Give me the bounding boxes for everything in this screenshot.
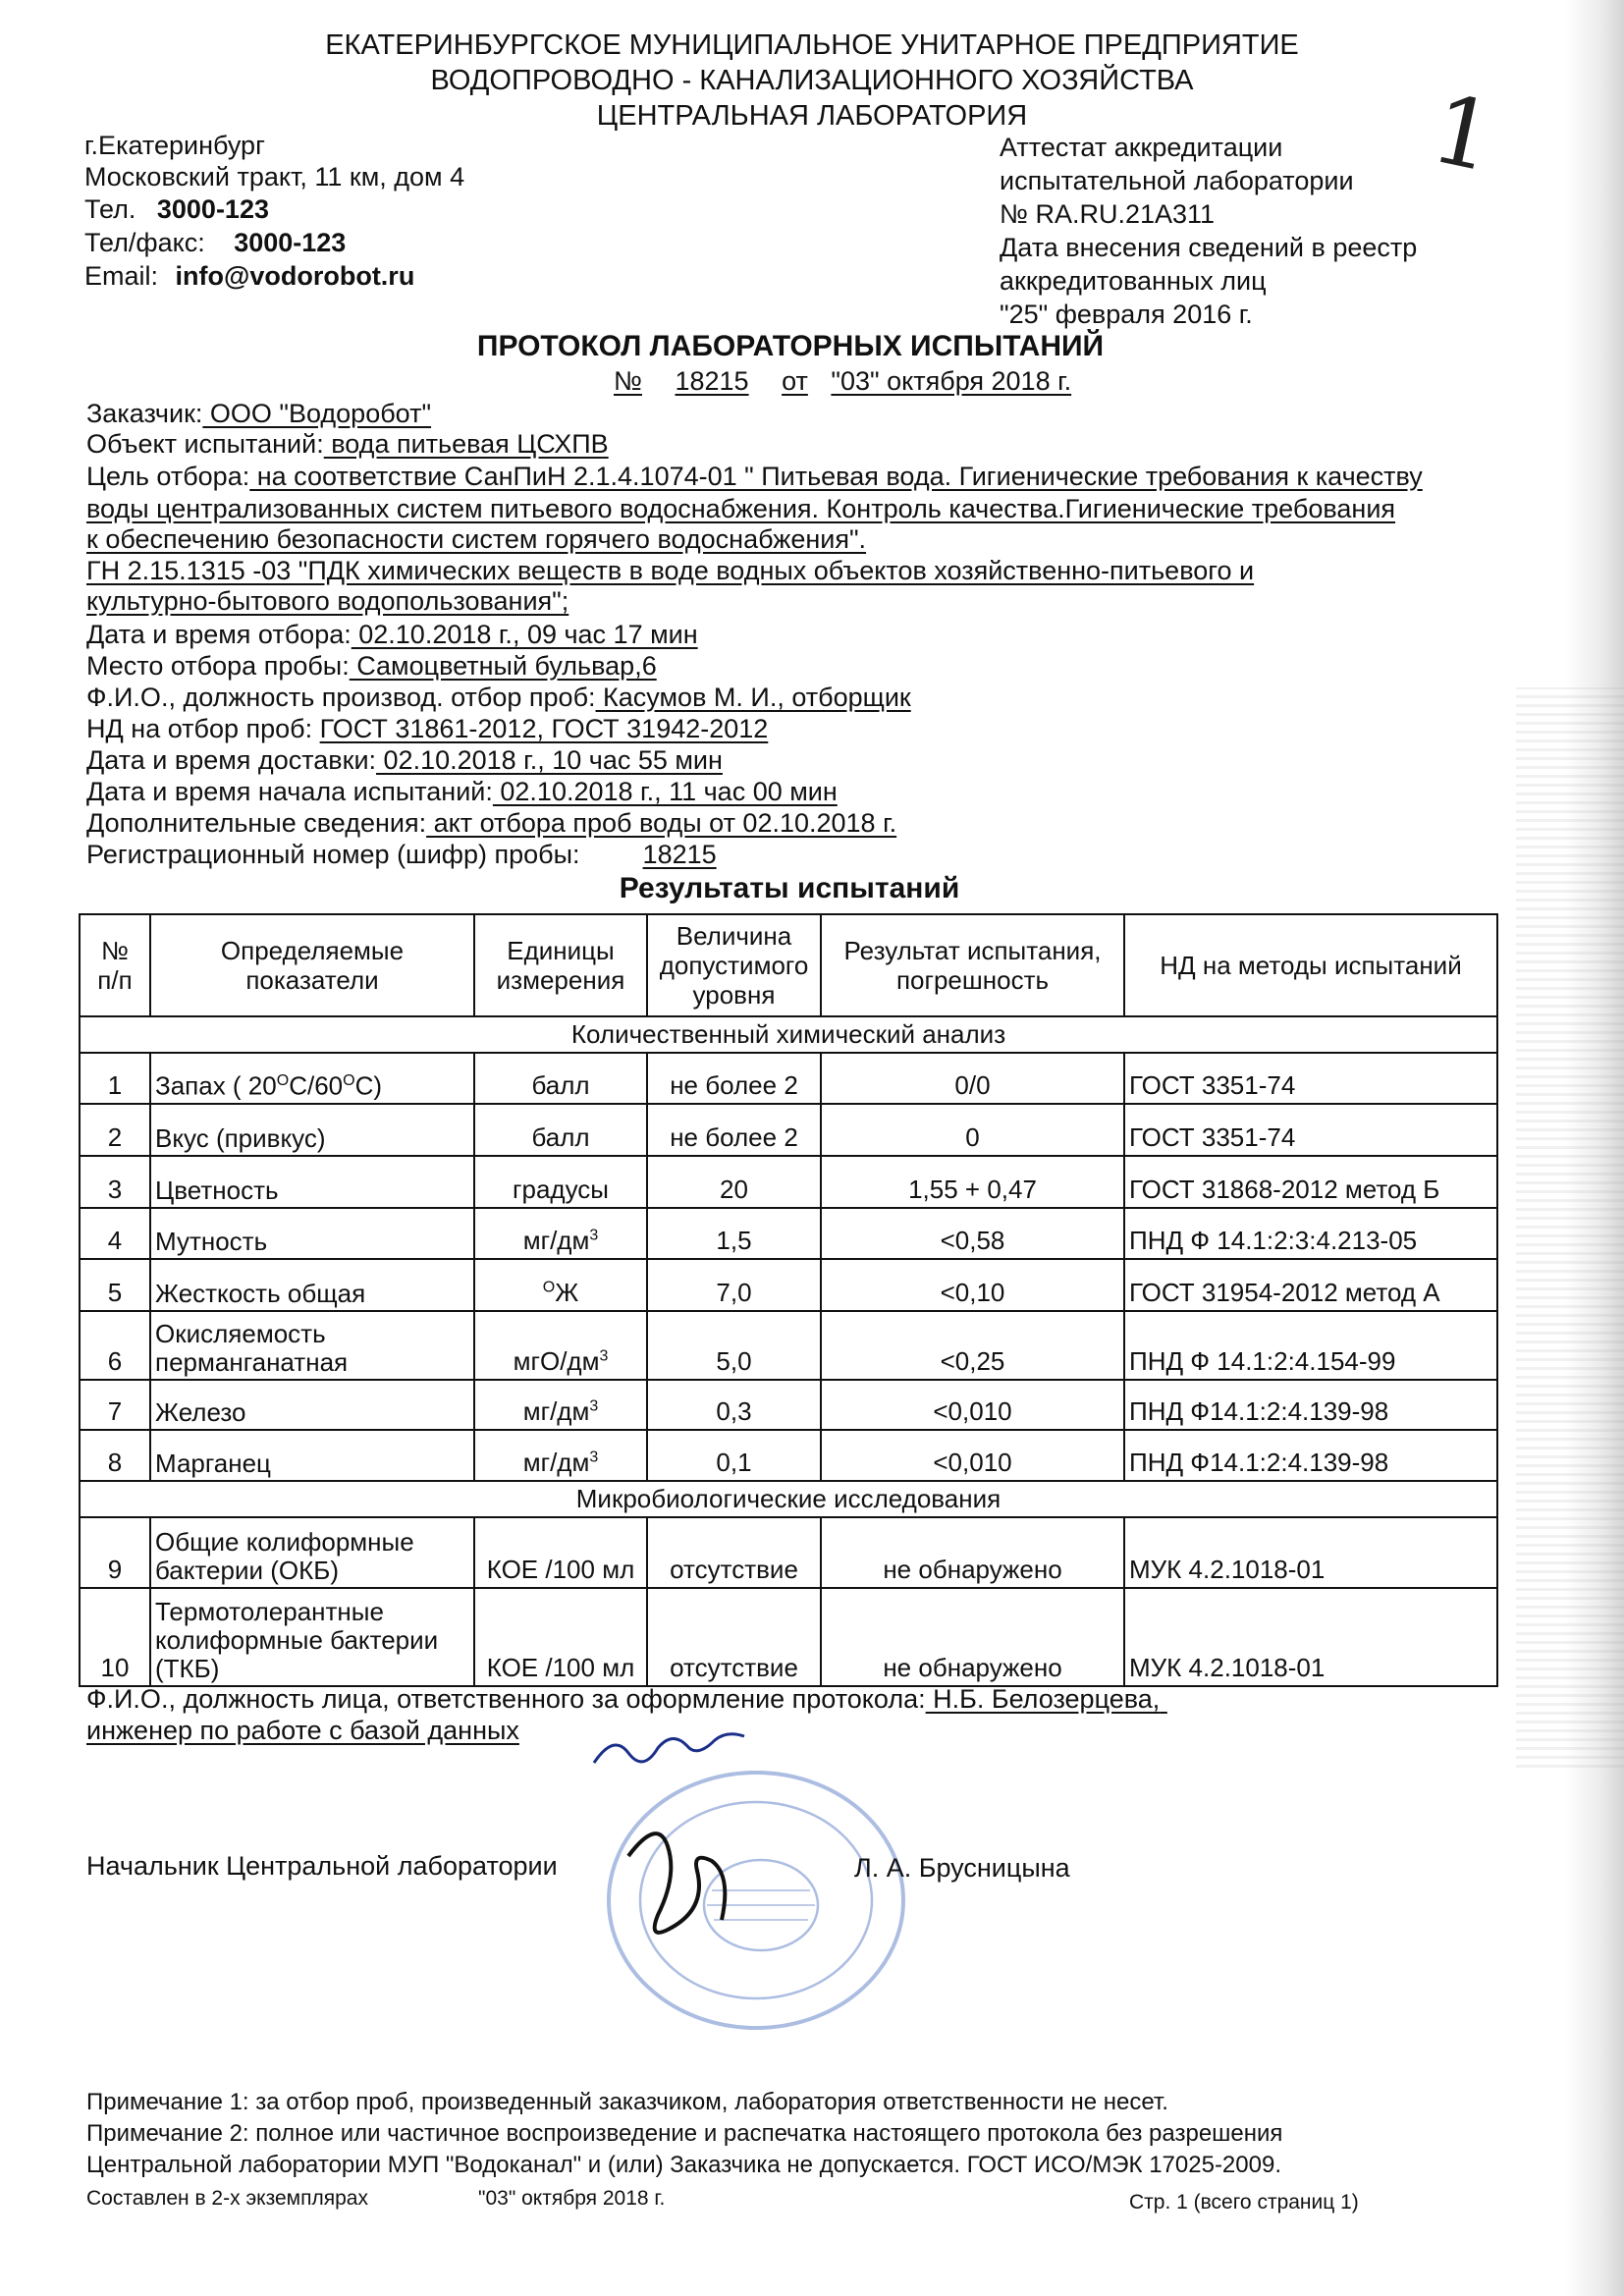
method-value: ГОСТ 31868-2012 метод Б — [1129, 1175, 1440, 1204]
cell-indicator — [150, 1259, 474, 1311]
micro-rows — [80, 1517, 1497, 1686]
unit-value: мг/дм — [522, 1396, 590, 1426]
degree-sup: О — [542, 1279, 556, 1296]
cell-limit — [647, 1517, 821, 1588]
method-value: ГОСТ 3351-74 — [1129, 1122, 1296, 1152]
method-value: ГОСТ 31954-2012 метод А — [1129, 1278, 1440, 1307]
protocol-number: 18215 — [675, 366, 749, 396]
unit-value: КОЕ /100 мл — [486, 1653, 635, 1682]
row-number: 5 — [107, 1278, 123, 1307]
indicator-name: Мутность — [155, 1227, 268, 1256]
cell-indicator — [150, 1156, 474, 1208]
row-number: 9 — [107, 1555, 123, 1584]
section-microbiology: Микробиологические исследования — [80, 1481, 1497, 1517]
cell-indicator — [150, 1517, 474, 1588]
field-value: 02.10.2018 г., 09 час 17 мин — [351, 620, 698, 649]
method-value: ПНД Ф 14.1:2:4.154-99 — [1129, 1346, 1396, 1376]
degree-sup: О — [276, 1072, 290, 1090]
unit-value: Ж — [555, 1278, 579, 1307]
unit-value: балл — [531, 1122, 590, 1152]
footer-copies: Составлен в 2-х экземплярах — [86, 2187, 368, 2210]
phone-label: Тел. — [84, 194, 136, 224]
field-label: Место отбора пробы: — [86, 651, 350, 681]
email-label: Email: — [84, 261, 159, 291]
round-stamp — [609, 1773, 903, 2028]
results-table — [79, 913, 1498, 1687]
purpose-continuation: воды централизованных систем питьевого водоснабжения. Контроль качества.Гигиенические требования — [86, 494, 1396, 523]
table-row — [80, 1311, 1497, 1380]
footer-page: Стр. 1 (всего страниц 1) — [1129, 2191, 1359, 2214]
cell-number — [80, 1053, 150, 1104]
responsible-signature — [594, 1734, 744, 1763]
table-row — [80, 1517, 1497, 1588]
cell-limit — [647, 1208, 821, 1259]
field-label: Объект испытаний: — [86, 429, 324, 459]
header-method: НД на методы испытаний — [1124, 914, 1497, 1016]
cell-limit — [647, 1311, 821, 1380]
note-line: Примечание 2: полное или частичное воспроизведение и распечатка настоящего протокола без разрешения — [86, 2120, 1283, 2147]
row-number: 7 — [107, 1396, 123, 1426]
cell-result — [821, 1517, 1124, 1588]
limit-value: отсутствие — [670, 1555, 798, 1584]
indicator-name: Жесткость общая — [155, 1279, 366, 1308]
table-row — [80, 1104, 1497, 1156]
indicator-name: Цветность — [155, 1175, 279, 1205]
phone-value: 3000-123 — [156, 194, 269, 224]
footer-date: "03" октября 2018 г. — [478, 2187, 666, 2210]
field-test-start — [86, 777, 838, 807]
field-sampling-standard — [86, 714, 768, 744]
result-value: <0,010 — [933, 1396, 1012, 1426]
org-line: ЦЕНТРАЛЬНАЯ ЛАБОРАТОРИЯ — [596, 100, 1028, 132]
result-value: не обнаружено — [883, 1653, 1062, 1682]
cell-method — [1124, 1156, 1497, 1208]
cell-method — [1124, 1380, 1497, 1430]
unit-exponent: 3 — [599, 1347, 609, 1365]
cell-result — [821, 1588, 1124, 1686]
cell-limit — [647, 1053, 821, 1104]
row-number: 8 — [107, 1448, 123, 1477]
organization-header — [0, 27, 1624, 134]
notes — [86, 2087, 1282, 2181]
degree-sup: О — [343, 1072, 355, 1090]
cell-limit — [647, 1156, 821, 1208]
accreditation-line: испытательной лаборатории — [1000, 166, 1354, 195]
row-number: 10 — [100, 1653, 130, 1682]
header-units: Единицы измерения — [474, 914, 647, 1016]
unit-value: мгО/дм — [513, 1346, 600, 1376]
table-row — [80, 1430, 1497, 1481]
purpose-continuation: к обеспечению безопасности систем горячего водоснабжения". — [86, 524, 867, 554]
cell-limit — [647, 1259, 821, 1311]
cell-method — [1124, 1053, 1497, 1104]
cell-result — [821, 1259, 1124, 1311]
table-row — [80, 1588, 1497, 1686]
field-value: 02.10.2018 г., 10 час 55 мин — [376, 745, 723, 775]
header-result: Результат испытания, погрешность — [821, 914, 1124, 1016]
limit-value: отсутствие — [670, 1653, 798, 1682]
unit-value: мг/дм — [522, 1448, 590, 1477]
accreditation-line: "25" февраля 2016 г. — [1000, 300, 1253, 329]
cell-indicator — [150, 1380, 474, 1430]
unit-value: балл — [531, 1070, 590, 1100]
cell-units — [474, 1588, 647, 1686]
cell-units — [474, 1311, 647, 1380]
table-row — [80, 1259, 1497, 1311]
result-value: <0,010 — [933, 1448, 1012, 1477]
limit-value: 5,0 — [716, 1346, 752, 1376]
cell-result — [821, 1053, 1124, 1104]
protocol-date: "03" октября 2018 г. — [831, 366, 1072, 396]
field-label: Дата и время доставки: — [86, 745, 377, 775]
method-value: ПНД Ф14.1:2:4.139-98 — [1129, 1448, 1389, 1477]
scan-noise — [1516, 687, 1624, 1768]
result-value: 1,55 + 0,47 — [908, 1175, 1037, 1204]
cell-method — [1124, 1588, 1497, 1686]
accreditation-line: аккредитованных лиц — [1000, 266, 1267, 296]
table-header-row — [80, 914, 1497, 1016]
responsible-label: Ф.И.О., должность лица, ответственного за оформление протокола: — [86, 1684, 926, 1714]
protocol-number-line — [614, 366, 1071, 397]
indicator-name: Марганец — [155, 1449, 271, 1478]
cell-method — [1124, 1208, 1497, 1259]
date-label: от — [782, 366, 808, 396]
field-label: Регистрационный номер (шифр) пробы: — [86, 840, 580, 869]
field-label: Заказчик: — [86, 399, 203, 428]
cell-method — [1124, 1430, 1497, 1481]
cell-indicator — [150, 1053, 474, 1104]
cell-number — [80, 1311, 150, 1380]
result-value: <0,58 — [940, 1226, 1005, 1255]
note-line: Центральной лаборатории МУП "Водоканал" и (или) Заказчика не допускается. ГОСТ ИСО/МЭК 17025-2009. — [86, 2152, 1281, 2178]
cell-limit — [647, 1380, 821, 1430]
accreditation-line: № RA.RU.21A311 — [1000, 199, 1216, 229]
number-label: № — [614, 366, 642, 396]
field-value: 02.10.2018 г., 11 час 00 мин — [492, 777, 838, 806]
head-label: Начальник Центральной лаборатории — [86, 1851, 558, 1881]
limit-value: 1,5 — [716, 1226, 752, 1255]
field-value: акт отбора проб воды от 02.10.2018 г. — [426, 808, 897, 838]
cell-result — [821, 1156, 1124, 1208]
address: Московский тракт, 11 км, дом 4 — [84, 162, 465, 191]
cell-number — [80, 1104, 150, 1156]
unit-value: мг/дм — [522, 1226, 590, 1255]
cell-number — [80, 1156, 150, 1208]
email-line — [84, 261, 414, 292]
limit-value: 20 — [720, 1175, 748, 1204]
field-value: Самоцветный бульвар,6 — [349, 651, 657, 681]
cell-result — [821, 1208, 1124, 1259]
cell-result — [821, 1311, 1124, 1380]
result-value: 0 — [965, 1122, 980, 1152]
cell-method — [1124, 1311, 1497, 1380]
method-value: МУК 4.2.1018-01 — [1129, 1653, 1326, 1682]
header-limit: Величина допустимого уровня — [647, 914, 821, 1016]
table-row — [80, 1053, 1497, 1104]
handwritten-page-mark: 1 — [1423, 73, 1505, 194]
cell-units — [474, 1380, 647, 1430]
limit-value: не более 2 — [670, 1070, 798, 1100]
row-number: 2 — [107, 1122, 123, 1152]
cell-limit — [647, 1588, 821, 1686]
cell-indicator — [150, 1588, 474, 1686]
purpose-continuation: культурно-бытового водопользования"; — [86, 586, 569, 616]
limit-value: 0,1 — [716, 1448, 752, 1477]
cell-result — [821, 1430, 1124, 1481]
cell-units — [474, 1517, 647, 1588]
table-row — [80, 1208, 1497, 1259]
fax-value: 3000-123 — [234, 228, 347, 257]
field-label: Цель отбора: — [86, 462, 250, 491]
row-number: 3 — [107, 1175, 123, 1204]
method-value: МУК 4.2.1018-01 — [1129, 1555, 1326, 1584]
org-line: ЕКАТЕРИНБУРГСКОЕ МУНИЦИПАЛЬНОЕ УНИТАРНОЕ ПРЕДПРИЯТИЕ — [325, 29, 1299, 61]
header-indicator: Определяемые показатели — [150, 914, 474, 1016]
cell-units — [474, 1208, 647, 1259]
unit-value: градусы — [513, 1175, 609, 1204]
indicator-name: Запах ( 20 — [155, 1071, 277, 1101]
field-value: на соответствие СанПиН 2.1.4.1074-01 " Питьевая вода. Гигиенические требования к качеству — [249, 462, 1423, 491]
cell-number — [80, 1259, 150, 1311]
cell-indicator — [150, 1104, 474, 1156]
cell-result — [821, 1380, 1124, 1430]
section-row — [80, 1481, 1497, 1517]
cell-number — [80, 1430, 150, 1481]
section-chemical: Количественный химический анализ — [80, 1016, 1497, 1053]
indicator-name: Общие колиформные бактерии (ОКБ) — [155, 1527, 414, 1585]
accreditation-block — [1000, 131, 1417, 331]
result-value: 0/0 — [954, 1070, 991, 1100]
indicator-name: Термотолерантные колиформные бактерии (ТКБ) — [155, 1597, 439, 1683]
cell-result — [821, 1104, 1124, 1156]
cell-units — [474, 1053, 647, 1104]
field-delivery-date — [86, 745, 723, 776]
limit-value: 0,3 — [716, 1396, 752, 1426]
accreditation-line: Аттестат аккредитации — [1000, 133, 1283, 162]
purpose-continuation: ГН 2.15.1315 -03 "ПДК химических веществ в воде водных объектов хозяйственно-питьевого и — [86, 556, 1255, 585]
cell-indicator — [150, 1311, 474, 1380]
result-value: не обнаружено — [883, 1555, 1062, 1584]
unit-exponent: 3 — [589, 1449, 599, 1466]
result-value: <0,10 — [940, 1278, 1005, 1307]
field-sampler — [86, 683, 911, 713]
field-reg-number — [86, 840, 717, 870]
header-num: № п/п — [80, 914, 150, 1016]
cell-method — [1124, 1104, 1497, 1156]
unit-exponent: 3 — [589, 1397, 599, 1415]
field-value: ГОСТ 31861-2012, ГОСТ 31942-2012 — [319, 714, 769, 743]
indicator-name-part: С/60 — [289, 1071, 344, 1101]
cell-number — [80, 1208, 150, 1259]
cell-method — [1124, 1259, 1497, 1311]
row-number: 6 — [107, 1346, 123, 1376]
limit-value: 7,0 — [716, 1278, 752, 1307]
field-label: Дополнительные сведения: — [86, 808, 427, 838]
unit-value: КОЕ /100 мл — [486, 1555, 635, 1584]
cell-units — [474, 1430, 647, 1481]
field-label: Дата и время отбора: — [86, 620, 352, 649]
result-value: <0,25 — [940, 1346, 1005, 1376]
field-label: Дата и время начала испытаний: — [86, 777, 493, 806]
field-sampling-place — [86, 651, 657, 682]
indicator-name-part: С) — [354, 1071, 382, 1101]
field-value: Касумов М. И., отборщик — [595, 683, 911, 712]
row-number: 1 — [107, 1070, 123, 1100]
limit-value: не более 2 — [670, 1122, 798, 1152]
table-row — [80, 1380, 1497, 1430]
cell-limit — [647, 1430, 821, 1481]
responsible-position: инженер по работе с базой данных — [86, 1716, 519, 1745]
section-row — [80, 1016, 1497, 1053]
org-line: ВОДОПРОВОДНО - КАНАЛИЗАЦИОННОГО ХОЗЯЙСТВА — [430, 65, 1194, 96]
cell-number — [80, 1588, 150, 1686]
field-label: НД на отбор проб: — [86, 714, 320, 743]
method-value: ПНД Ф 14.1:2:3:4.213-05 — [1129, 1226, 1418, 1255]
field-value: 18215 — [642, 840, 717, 869]
cell-method — [1124, 1517, 1497, 1588]
field-sampling-date — [86, 620, 698, 650]
responsible-underline — [1160, 1684, 1248, 1715]
field-value: вода питьевая ЦСХПВ — [323, 429, 609, 459]
fax-label: Тел/факс: — [84, 228, 205, 257]
cell-number — [80, 1380, 150, 1430]
responsible-name: Н.Б. Белозерцева, — [925, 1684, 1161, 1714]
row-number: 4 — [107, 1226, 123, 1255]
field-value: ООО "Водоробот" — [202, 399, 432, 428]
field-purpose — [86, 462, 1423, 492]
cell-units — [474, 1259, 647, 1311]
cell-units — [474, 1156, 647, 1208]
indicator-name: Окисляемость перманганатная — [155, 1319, 349, 1377]
city: г.Екатеринбург — [84, 131, 265, 160]
results-title: Результаты испытаний — [619, 872, 960, 904]
chemical-rows — [80, 1053, 1497, 1481]
note-line: Примечание 1: за отбор проб, произведенный заказчиком, лаборатория ответственности не несет. — [86, 2089, 1168, 2115]
field-label: Ф.И.О., должность производ. отбор проб: — [86, 683, 596, 712]
cell-units — [474, 1104, 647, 1156]
indicator-name: Железо — [155, 1397, 246, 1427]
cell-limit — [647, 1104, 821, 1156]
field-additional — [86, 808, 896, 839]
cell-indicator — [150, 1208, 474, 1259]
cell-indicator — [150, 1430, 474, 1481]
cell-number — [80, 1517, 150, 1588]
field-customer — [86, 399, 431, 429]
fax-line — [84, 228, 346, 258]
phone-line — [84, 194, 269, 225]
table-row — [80, 1156, 1497, 1208]
method-value: ПНД Ф14.1:2:4.139-98 — [1129, 1396, 1389, 1426]
unit-exponent: 3 — [589, 1227, 599, 1244]
protocol-title: ПРОТОКОЛ ЛАБОРАТОРНЫХ ИСПЫТАНИЙ — [476, 330, 1105, 362]
head-name: Л. А. Брусницына — [854, 1853, 1070, 1883]
indicator-name: Вкус (привкус) — [155, 1123, 326, 1153]
method-value: ГОСТ 3351-74 — [1129, 1070, 1296, 1100]
accreditation-line: Дата внесения сведений в реестр — [1000, 233, 1418, 262]
email-value: info@vodorobot.ru — [175, 261, 415, 291]
field-object — [86, 429, 609, 460]
